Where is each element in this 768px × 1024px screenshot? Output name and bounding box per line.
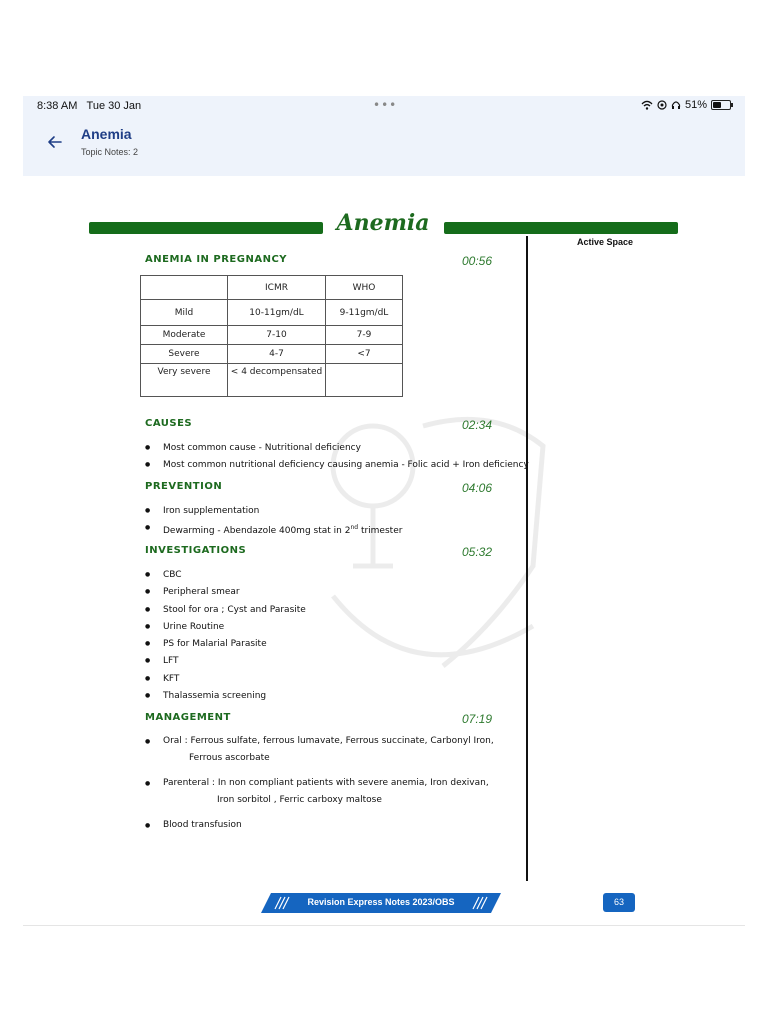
list-item: ● Peripheral smear [145, 586, 306, 603]
table-cell: Mild [141, 300, 228, 326]
page-number: 63 [603, 893, 635, 912]
section-heading-prevention: PREVENTION [145, 481, 223, 492]
table-header-row [141, 276, 403, 300]
battery-percent: 51% [684, 99, 707, 111]
table-cell: 9-11gm/dL [326, 300, 403, 326]
arrow-left-icon [41, 128, 69, 156]
active-space-label: Active Space [577, 237, 634, 247]
footer-label: Revision Express Notes 2023/OBS [307, 897, 455, 907]
investigations-list [145, 569, 306, 707]
timestamp-causes[interactable]: 02:34 [462, 418, 493, 432]
list-item: ● PS for Malarial Parasite [145, 638, 306, 655]
table-cell: 7-9 [326, 326, 403, 345]
page-bottom-divider [23, 925, 745, 926]
list-item: ● Blood transfusion [145, 817, 494, 834]
table-cell: 7-10 [228, 326, 326, 345]
list-item: ● KFT [145, 673, 306, 690]
back-button[interactable] [41, 128, 69, 156]
table-cell: ICMR [228, 276, 326, 300]
management-list [145, 733, 494, 842]
section-heading-causes: CAUSES [145, 418, 193, 429]
table-cell: Moderate [141, 326, 228, 345]
section-heading-pregnancy: ANEMIA IN PREGNANCY [145, 254, 288, 265]
list-item: ● CBC [145, 569, 306, 586]
status-icons [641, 99, 731, 111]
table-cell: 4-7 [228, 345, 326, 364]
section-heading-management: MANAGEMENT [145, 712, 231, 723]
prevention-list [145, 505, 402, 540]
list-item: ● Oral : Ferrous sulfate, ferrous lumavate, Ferrous succinate, Carbonyl Iron, Ferrous ascorbate [145, 733, 494, 767]
list-item: ● Stool for ora ; Cyst and Parasite [145, 604, 306, 621]
timestamp-investigations[interactable]: 05:32 [462, 545, 493, 559]
tablet-screen [23, 96, 745, 926]
table-cell: Very severe [141, 364, 228, 397]
list-item: ● Iron supplementation [145, 505, 402, 522]
table-cell: <7 [326, 345, 403, 364]
table-cell: < 4 decompensated [228, 364, 326, 397]
list-item: ● Dewarming - Abendazole 400mg stat in 2nd trimester [145, 522, 402, 539]
list-item: ● Urine Routine [145, 621, 306, 638]
status-bar [23, 96, 745, 118]
title-bar-left [89, 222, 323, 234]
list-item: ● Thalassemia screening [145, 690, 306, 707]
column-divider [526, 236, 528, 881]
table-row [141, 300, 403, 326]
table-row [141, 364, 403, 397]
app-header [23, 118, 745, 176]
list-item: ● Parenteral : In non compliant patients with severe anemia, Iron dexivan, Iron sorbitol , Ferric carboxy maltose [145, 775, 494, 809]
list-item: ● Most common nutritional deficiency causing anemia - Folic acid + Iron deficiency [145, 459, 529, 476]
page-title: Anemia [81, 126, 132, 142]
table-cell [141, 276, 228, 300]
headphones-icon [671, 100, 681, 110]
wifi-icon [641, 100, 653, 110]
notes-title: Anemia [336, 210, 430, 236]
table-cell: WHO [326, 276, 403, 300]
list-item: ● Most common cause - Nutritional deficiency [145, 442, 529, 459]
timestamp-prevention[interactable]: 04:06 [462, 481, 493, 495]
title-bar-right [444, 222, 678, 234]
status-time-date: 8:38 AM Tue 30 Jan [37, 100, 142, 112]
table-cell [326, 364, 403, 397]
timestamp-pregnancy[interactable]: 00:56 [462, 254, 493, 268]
anemia-grade-table [140, 275, 403, 397]
causes-list [145, 442, 529, 477]
table-row [141, 345, 403, 364]
battery-icon [711, 100, 731, 110]
table-row [141, 326, 403, 345]
timestamp-management[interactable]: 07:19 [462, 712, 493, 726]
table-cell: 10-11gm/dL [228, 300, 326, 326]
location-icon [657, 100, 667, 110]
notes-page [23, 176, 745, 926]
table-cell: Severe [141, 345, 228, 364]
list-item: ● LFT [145, 655, 306, 672]
section-heading-investigations: INVESTIGATIONS [145, 545, 247, 556]
topic-notes-count: Topic Notes: 2 [81, 147, 139, 157]
multitask-dots[interactable]: ••• [373, 98, 398, 112]
